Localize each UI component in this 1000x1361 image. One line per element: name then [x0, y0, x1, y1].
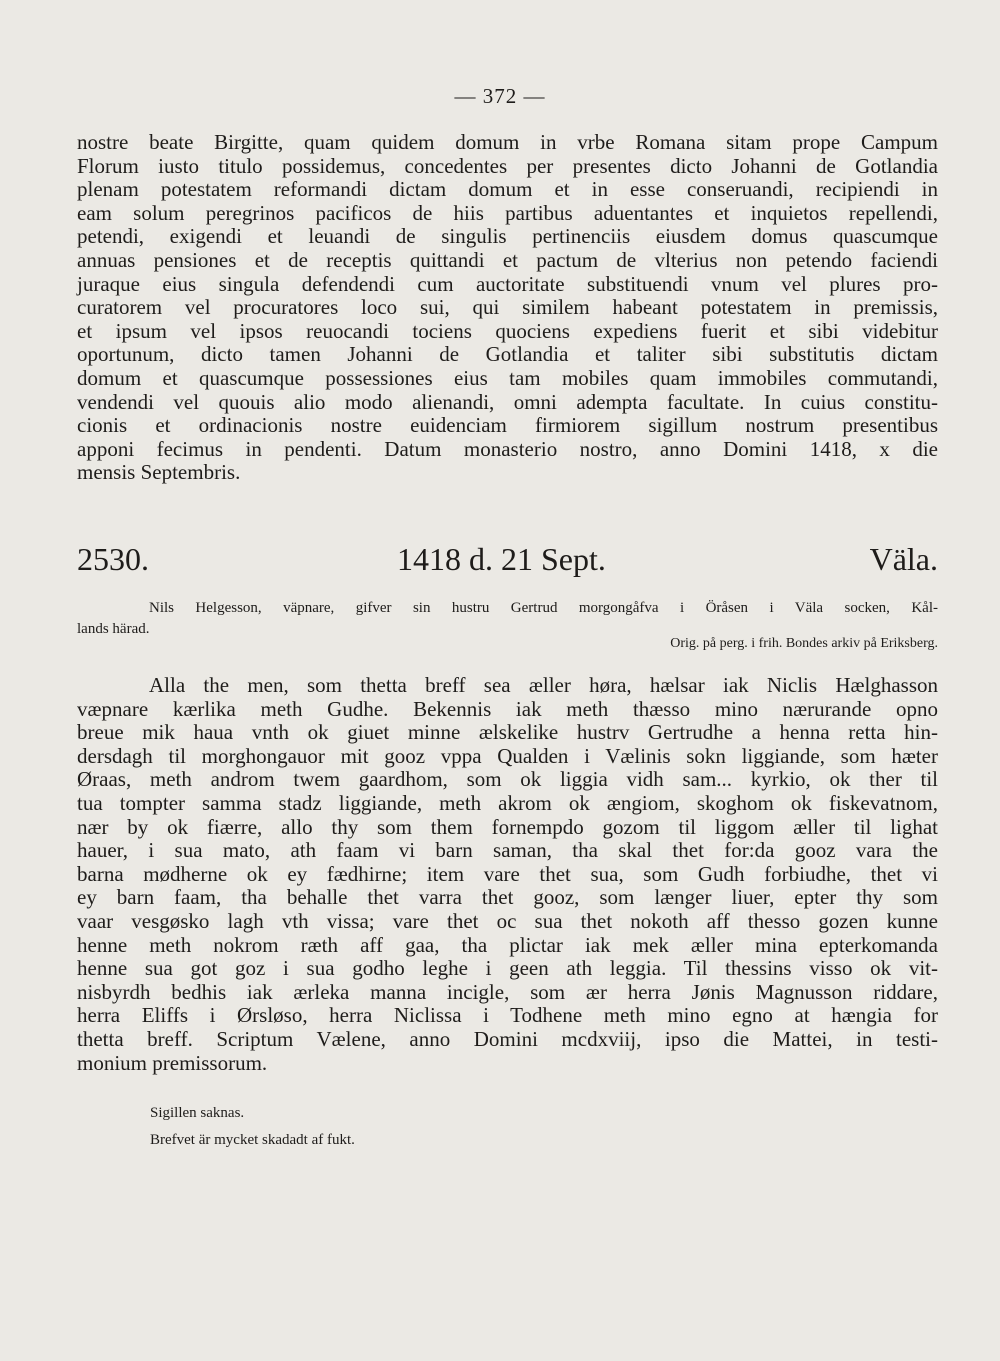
text-line: nisbyrdh bedhis iak ærleka manna incigle, som ær herra Jønis Magnusson riddare,: [77, 979, 938, 1004]
entry-summary: [77, 598, 938, 640]
text-line: Alla the men, som thetta breff sea æller høra, hælsar iak Niclis Hælghasson: [149, 673, 938, 697]
text-line: vaar vesgøsko lagh vth vissa; vare thet oc sua thet nokoth aff thesso gozen kunne: [77, 908, 938, 933]
text-line: ey barn faam, tha behalle thet varra thet gooz, som længer liuer, epter thy som: [77, 885, 938, 910]
text-line: Øraas, meth androm twem gaardhom, som ok liggia vidh sam... kyrkio, ok ther til: [77, 767, 938, 792]
text-line: tua tompter samma stadz liggiande, meth akrom ok ængiom, skoghom ok fiskevatnom,: [77, 790, 938, 815]
text-line: thetta breff. Scriptum Vælene, anno Domini mcdxviij, ipso die Mattei, in testi-: [77, 1026, 938, 1051]
text-line: breue mik haua vnth ok giuet minne ælskelike hustrv Gertrudhe a henna retta hin-: [77, 720, 938, 745]
text-line: domum et quascumque possessiones eius tam mobiles quam immobiles commutandi,: [77, 365, 938, 390]
text-line: oportunum, dicto tamen Johanni de Gotlandia et taliter sibi substitutis dictam: [77, 342, 938, 367]
note-seal: Sigillen saknas.: [150, 1105, 245, 1121]
text-line: dersdagh til morghongauor mit gooz vppa Qualden i Vælinis sokn liggiande, som hæter: [77, 743, 938, 768]
text-line: cionis et ordinacionis nostre euidenciam firmiorem sigillum nostrum presentibus: [77, 413, 938, 438]
summary-line: Nils Helgesson, väpnare, gifver sin hustru Gertrud morgongåfva i Öråsen i Väla socken, Kål-: [149, 600, 938, 616]
text-line: eam solum peregrinos pacificos de hiis partibus aduentantes et inquietos repellendi,: [77, 200, 938, 225]
text-line: henne meth nokrom ræth aff gaa, tha plictar iak mek æller mina epterkomanda: [77, 932, 938, 957]
entry-date: 1418 d. 21 Sept.: [397, 541, 606, 577]
text-line: nostre beate Birgitte, quam quidem domum in vrbe Romana sitam prope Campum: [77, 130, 938, 154]
text-line: apponi fecimus in pendenti. Datum monasterio nostro, anno Domini 1418, x die: [77, 436, 938, 461]
text-line: plenam potestatem reformandi dictam domum et in esse conseruandi, recipiendi in: [77, 177, 938, 202]
text-line: nær by ok fiærre, allo thy som them fornempdo gozom til liggom æller til lighat: [77, 814, 938, 839]
text-line: monium premissorum.: [77, 1050, 268, 1075]
text-line: annuas pensiones et de receptis quittandi et pactum de vlterius non petendo faciendi: [77, 247, 938, 272]
text-line: mensis Septembris.: [77, 460, 241, 485]
text-line: herra Eliffs i Ørsløso, herra Niclissa i Todhene meth mino egno at hængia for: [77, 1003, 938, 1028]
text-line: petendi, exigendi et leuandi de singulis pertinenciis eiusdem domus quascumque: [77, 224, 938, 249]
text-line: et ipsum vel ipsos reuocandi tociens quociens expediens fuerit et sibi videbitur: [77, 318, 938, 343]
charter-text: [77, 674, 938, 1075]
text-line: væpnare kærlika meth Gudhe. Bekennis iak meth thæsso mino nærurande opno: [77, 696, 938, 721]
text-line: barna mødherne ok ey fædhirne; item vare thet sua, som Gudh forbiudhe, thet vi: [77, 861, 938, 886]
entry-number: 2530.: [77, 541, 149, 577]
editorial-notes: [150, 1100, 355, 1154]
note-condition: Brefvet är mycket skadadt af fukt.: [150, 1132, 355, 1148]
summary-line: lands härad.: [77, 621, 150, 637]
text-line: Florum iusto titulo possidemus, concedentes per presentes dicto Johanni de Gotlandia: [77, 153, 938, 178]
entry-place: Väla.: [869, 541, 938, 577]
page-number: — 372 —: [454, 84, 546, 108]
text-line: curatorem vel procuratores loco sui, qui similem habeant potestatem in premissis,: [77, 295, 938, 320]
text-line: juraque eius singula defendendi cum auctoritate substituendi vnum vel plures pro-: [77, 271, 938, 296]
paragraph-continued: [77, 131, 938, 485]
text-line: hauer, i sua mato, ath faam vi barn saman, tha skal thet for:da gooz vara the: [77, 838, 938, 863]
text-line: henne sua got goz i sua godho leghe i geen ath leggia. Til thessins visso ok vit-: [77, 956, 938, 981]
text-line: vendendi vel quouis alio modo alienandi, omni adempta facultate. In cuius constitu-: [77, 389, 938, 414]
source-reference: Orig. på perg. i frih. Bondes arkiv på Eriksberg.: [670, 636, 938, 651]
entry-header: [77, 541, 938, 577]
